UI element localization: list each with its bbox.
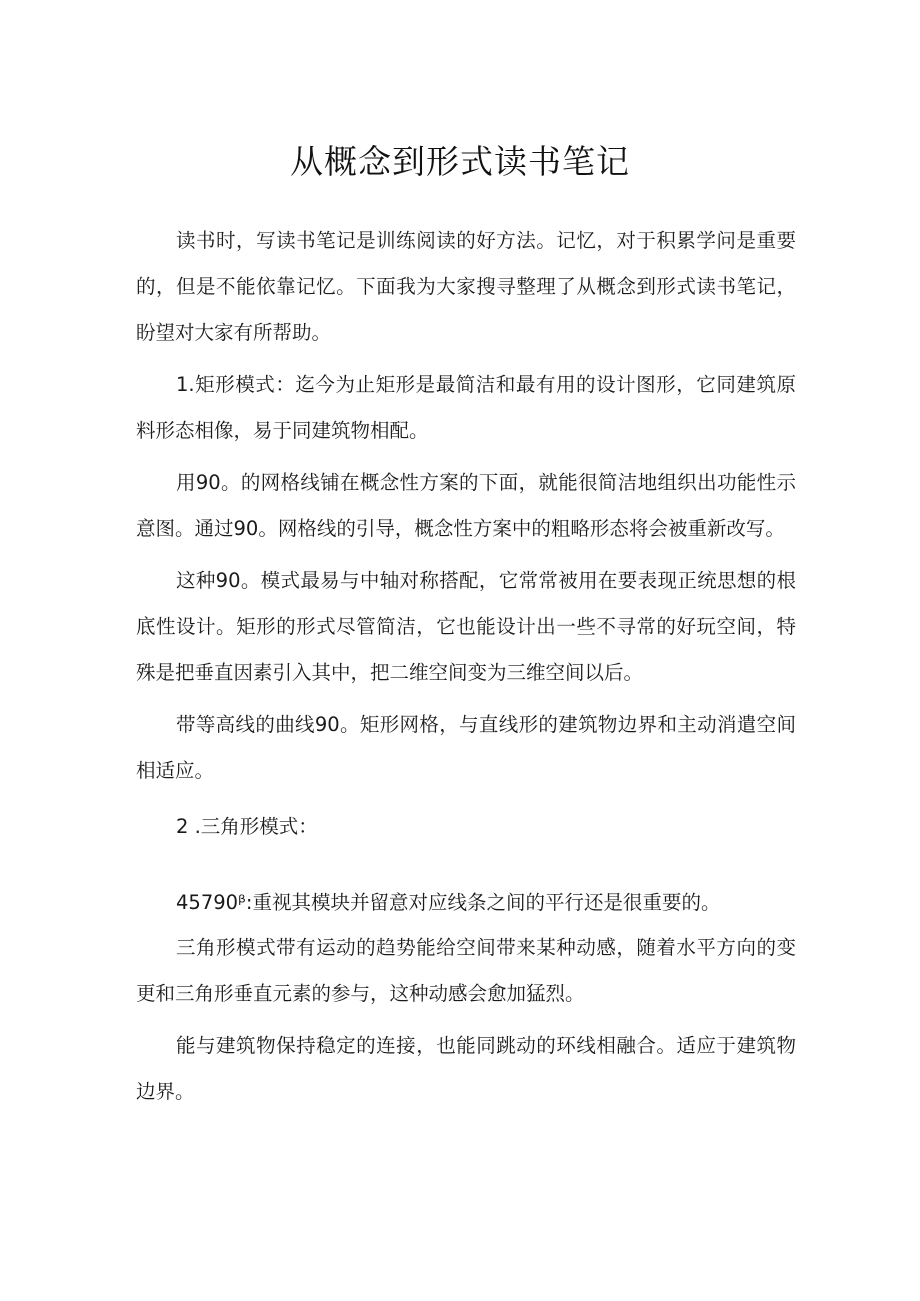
page-title: 从概念到形式读书笔记 <box>290 142 630 181</box>
paragraph-grid-90: 用90。的网格线铺在概念性方案的下面，就能很简洁地组织出功能性示意图。通过90。网格线的引导，概念性方案中的粗略形态将会被重新改写。 <box>136 471 796 540</box>
paragraph-45-90: 45790ᵝ:重视其模块并留意对应线条之间的平行还是很重要的。 <box>176 891 721 914</box>
paragraph-intro: 读书时，写读书笔记是训练阅读的好方法。记忆，对于积累学问是重要的，但是不能依靠记忆。下面我为大家搜寻整理了从概念到形式读书笔记，盼望对大家有所帮助。 <box>136 229 796 344</box>
paragraph-rectangle-mode: 1.矩形模式：迄今为止矩形是最简洁和最有用的设计图形，它同建筑原料形态相像，易于同建筑物相配。 <box>136 373 796 442</box>
paragraph-axial-symmetry: 这种90。模式最易与中轴对称搭配，它常常被用在要表现正统思想的根底性设计。矩形的形式尽管简洁，它也能设计出一些不寻常的好玩空间，特殊是把垂直因素引入其中，把二维空间变为三维空间以后。 <box>136 569 796 684</box>
paragraph-contour-curves: 带等高线的曲线90。矩形网格，与直线形的建筑物边界和主动消遣空间相适应。 <box>136 713 796 782</box>
paragraph-triangle-motion: 三角形模式带有运动的趋势能给空间带来某种动感，随着水平方向的变更和三角形垂直元素的参与，这种动感会愈加猛烈。 <box>136 936 796 1005</box>
heading-triangle-mode: 2 .三角形模式： <box>176 815 318 838</box>
paragraph-building-edge: 能与建筑物保持稳定的连接，也能同跳动的环线相融合。适应于建筑物边界。 <box>136 1034 796 1103</box>
